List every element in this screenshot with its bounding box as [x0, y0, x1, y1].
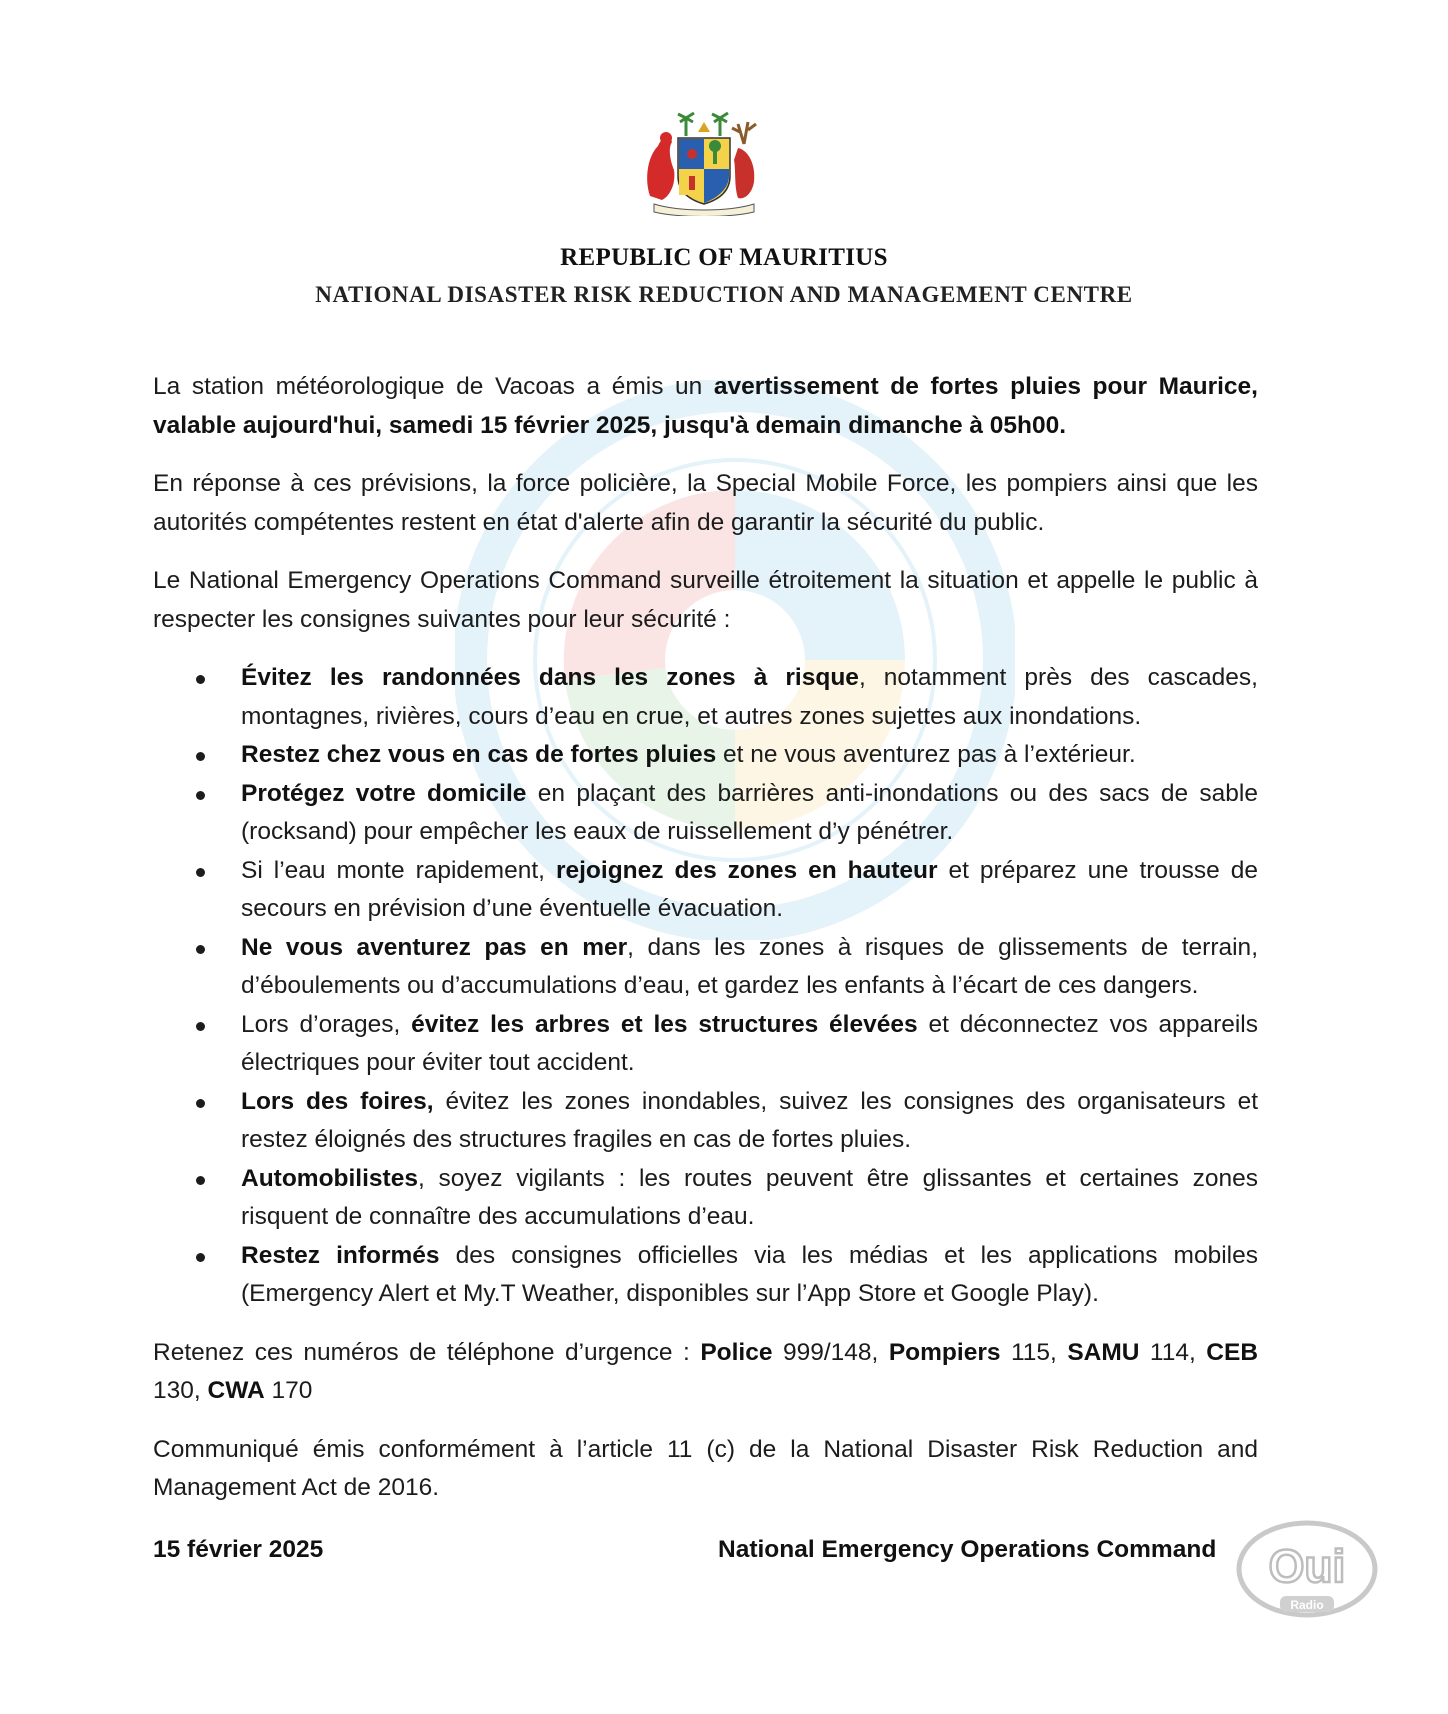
bullet-icon: [196, 868, 205, 877]
warning-emphasis: avertissement de fortes pluies pour Maurice, valable aujourd'hui, samedi 15 février 2025, jusqu'à demain dimanche à 05h00.: [153, 373, 1258, 439]
intro-paragraph-1: La station météorologique de Vacoas a émis un avertissement de fortes pluies pour Maurice, valable aujourd'hui, samedi 15 février 2025, jusqu'à demain dimanche à 05h00.: [153, 373, 1258, 439]
communique-body: [153, 368, 1258, 1528]
list-item: Restez chez vous en cas de fortes pluies et ne vous aventurez pas à l’extérieur.: [153, 736, 1258, 775]
issue-date: 15 février 2025: [153, 1536, 324, 1563]
bullet-icon: [196, 1099, 205, 1108]
bullet-icon: [196, 752, 205, 761]
legal-reference-paragraph: Communiqué émis conformément à l’article 11 (c) de la National Disaster Risk Reduction and Management Act de 2016.: [153, 1435, 1258, 1501]
emergency-numbers-paragraph: Retenez ces numéros de téléphone d’urgence : Police 999/148, Pompiers 115, SAMU 114, CEB 130, CWA 170: [153, 1338, 1259, 1404]
intro-paragraph-2: En réponse à ces prévisions, la force policière, la Special Mobile Force, les pompiers ainsi que les autorités compétentes restent en état d'alerte afin de garantir la sécurité du public.: [153, 470, 1258, 536]
bullet-icon: [196, 675, 205, 684]
safety-instructions-list: [153, 659, 1258, 1314]
bullet-icon: [196, 1176, 205, 1185]
signatory: National Emergency Operations Command: [718, 1536, 1217, 1563]
list-item: Automobilistes, soyez vigilants : les routes peuvent être glissantes et certaines zones risquent de connaître des accumulations d’eau.: [153, 1160, 1258, 1237]
list-item: Évitez les randonnées dans les zones à risque, notamment près des cascades, montagnes, rivières, cours d’eau en crue, et autres zones sujettes aux inondations.: [153, 659, 1258, 736]
svg-text:Oui: Oui: [1268, 1540, 1346, 1592]
list-item: Ne vous aventurez pas en mer, dans les zones à risques de glissements de terrain, d’éboulements ou d’accumulations d’eau, et gardez les enfants à l’écart de ces dangers.: [153, 929, 1258, 1006]
agency-heading: NATIONAL DISASTER RISK REDUCTION AND MANAGEMENT CENTRE: [315, 282, 1133, 307]
bullet-icon: [196, 791, 205, 800]
country-heading: REPUBLIC OF MAURITIUS: [560, 244, 888, 271]
list-item: Restez informés des consignes officielles via les médias et les applications mobiles (Emergency Alert et My.T Weather, disponibles sur l’App Store et Google Play).: [153, 1237, 1258, 1314]
list-item: Si l’eau monte rapidement, rejoignez des zones en hauteur et préparez une trousse de secours en prévision d’une éventuelle évacuation.: [153, 852, 1258, 929]
bullet-icon: [196, 1253, 205, 1262]
list-item: Protégez votre domicile en plaçant des barrières anti-inondations ou des sacs de sable (rocksand) pour empêcher les eaux de ruissellement d’y pénétrer.: [153, 775, 1258, 852]
bullet-icon: [196, 945, 205, 954]
list-item: Lors des foires, évitez les zones inondables, suivez les consignes des organisateurs et restez éloignés des structures fragiles en cas de fortes pluies.: [153, 1083, 1258, 1160]
mauritius-coat-of-arms-icon: [640, 108, 768, 216]
bullet-icon: [196, 1022, 205, 1031]
svg-text:Radio: Radio: [1290, 1598, 1324, 1612]
list-item: Lors d’orages, évitez les arbres et les structures élevées et déconnectez vos appareils électriques pour éviter tout accident.: [153, 1006, 1258, 1083]
intro-paragraph-3: Le National Emergency Operations Command surveille étroitement la situation et appelle le public à respecter les consignes suivantes pour leur sécurité :: [153, 567, 1258, 633]
oui-radio-logo: [1232, 1514, 1382, 1624]
